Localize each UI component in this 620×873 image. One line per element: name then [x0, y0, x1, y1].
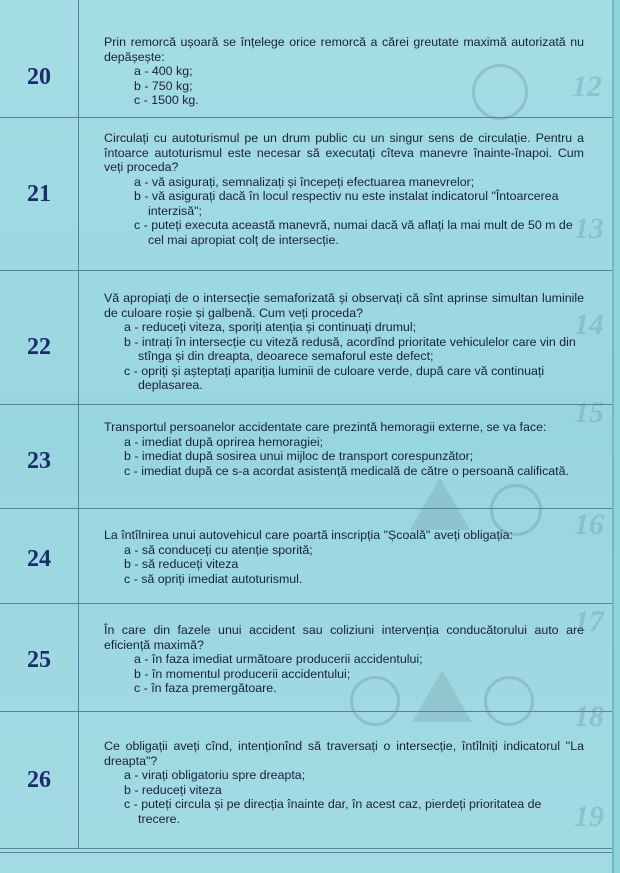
question-text: Vă apropiați de o intersecție semaforizată și observați că sînt aprinse simultan luminile de culoare roșie și galbenă. Cum veți proceda?: [104, 291, 584, 320]
question-text: Ce obligații aveți cînd, intenționînd să traversați o intersecție, întîlniți indicatorul "La dreapta"?: [104, 739, 584, 768]
answer-option-c[interactable]: c - 1500 kg.: [134, 93, 199, 107]
answer-option-b[interactable]: b - să reduceți viteza: [124, 557, 239, 571]
answer-option-a[interactable]: a - 400 kg;: [134, 64, 193, 78]
question-number: 26: [27, 767, 51, 793]
footer-rule: [0, 852, 612, 853]
answer-option-b[interactable]: b - vă asigurați dacă în locul respectiv nu este instalat indicatorul "Întoarcerea interzisă";: [134, 189, 559, 218]
answer-option-c[interactable]: c - imediat după ce s-a acordat asistență medicală de către o persoană calificată.: [124, 463, 569, 478]
answer-option-c[interactable]: c - în faza premergătoare.: [134, 681, 277, 695]
question-row-21: [0, 117, 612, 271]
answer-option-b[interactable]: b - reduceți viteza: [124, 782, 222, 797]
question-number: 23: [27, 448, 51, 474]
question-content: [104, 623, 584, 696]
answer-option-a[interactable]: a - în faza imediat următoare producerii accidentului;: [134, 652, 423, 666]
question-row-20: [0, 0, 612, 118]
question-content: [104, 420, 584, 478]
ghost-number: 13: [574, 212, 604, 245]
answer-option-b[interactable]: b - imediat după sosirea unui mijloc de transport corespunzător;: [124, 449, 474, 463]
question-text: Circulați cu autoturismul pe un drum public cu un singur sens de circulație. Pentru a întoarce autoturismul este necesar să executați cîteva manevre înainte-înapoi. Cum veți proceda?: [104, 131, 584, 174]
answer-option-a[interactable]: a - vă asigurați, semnalizați și începeți efectuarea manevrelor;: [134, 174, 475, 189]
question-number: 22: [27, 334, 51, 360]
question-number: 25: [27, 647, 51, 673]
answer-option-c[interactable]: c - opriți și așteptați apariția luminii de culoare verde, după care vă continuați deplasarea.: [124, 363, 545, 392]
question-row-24: [0, 508, 612, 604]
answer-option-a[interactable]: a - imediat după oprirea hemoragiei;: [124, 434, 324, 449]
question-text: Prin remorcă ușoară se înțelege orice remorcă a cărei greutate maximă autorizată nu depășește:: [104, 35, 584, 64]
answer-option-b[interactable]: b - 750 kg;: [134, 78, 193, 93]
ghost-number: 15: [574, 396, 604, 429]
question-row-25: [0, 603, 612, 712]
answer-option-b[interactable]: b - intrați în intersecție cu viteză redusă, acordînd prioritate vehiculelor care vin din stînga și din dreapta, deoarece semaforul este defect;: [124, 334, 576, 363]
answer-option-c[interactable]: c - puteți executa această manevră, numai dacă vă aflați la mai mult de 50 m de cel mai apropiat colț de intersecție.: [134, 218, 573, 247]
answer-option-c[interactable]: c - puteți circula și pe direcția înainte dar, în acest caz, pierdeți prioritatea de trecere.: [124, 797, 542, 826]
answer-option-a[interactable]: a - reduceți viteza, sporiți atenția și continuați drumul;: [124, 320, 417, 334]
question-number: 24: [27, 546, 51, 572]
question-row-26: [0, 711, 612, 848]
ghost-number: 19: [574, 800, 604, 833]
answer-option-a[interactable]: a - virați obligatoriu spre dreapta;: [124, 768, 306, 782]
question-text: La întîlnirea unui autovehicul care poartă inscripția "Școală" aveți obligația:: [104, 528, 513, 542]
question-row-22: [0, 270, 612, 405]
answer-option-a[interactable]: a - să conduceți cu atenție sporită;: [124, 542, 313, 557]
footer-rule: [0, 848, 612, 849]
answer-option-c[interactable]: c - să opriți imediat autoturismul.: [124, 571, 303, 586]
answer-option-b[interactable]: b - în momentul producerii accidentului;: [134, 666, 351, 681]
ghost-number: 17: [574, 605, 604, 638]
ghost-number: 14: [574, 308, 604, 341]
ghost-number: 16: [574, 508, 604, 541]
question-content: [104, 739, 584, 826]
question-content: [104, 35, 584, 108]
question-text: În care din fazele unui accident sau coliziuni intervenția conducătorului auto are eficiență maximă?: [104, 623, 584, 652]
question-content: [104, 291, 584, 393]
ghost-number: 12: [572, 70, 602, 103]
question-text: Transportul persoanelor accidentate care prezintă hemoragii externe, se va face:: [104, 420, 547, 434]
question-number: 21: [27, 181, 51, 207]
question-content: [104, 528, 584, 586]
question-number: 20: [27, 64, 51, 90]
question-row-23: [0, 404, 612, 509]
question-content: [104, 131, 584, 247]
ghost-number: 18: [574, 700, 604, 733]
